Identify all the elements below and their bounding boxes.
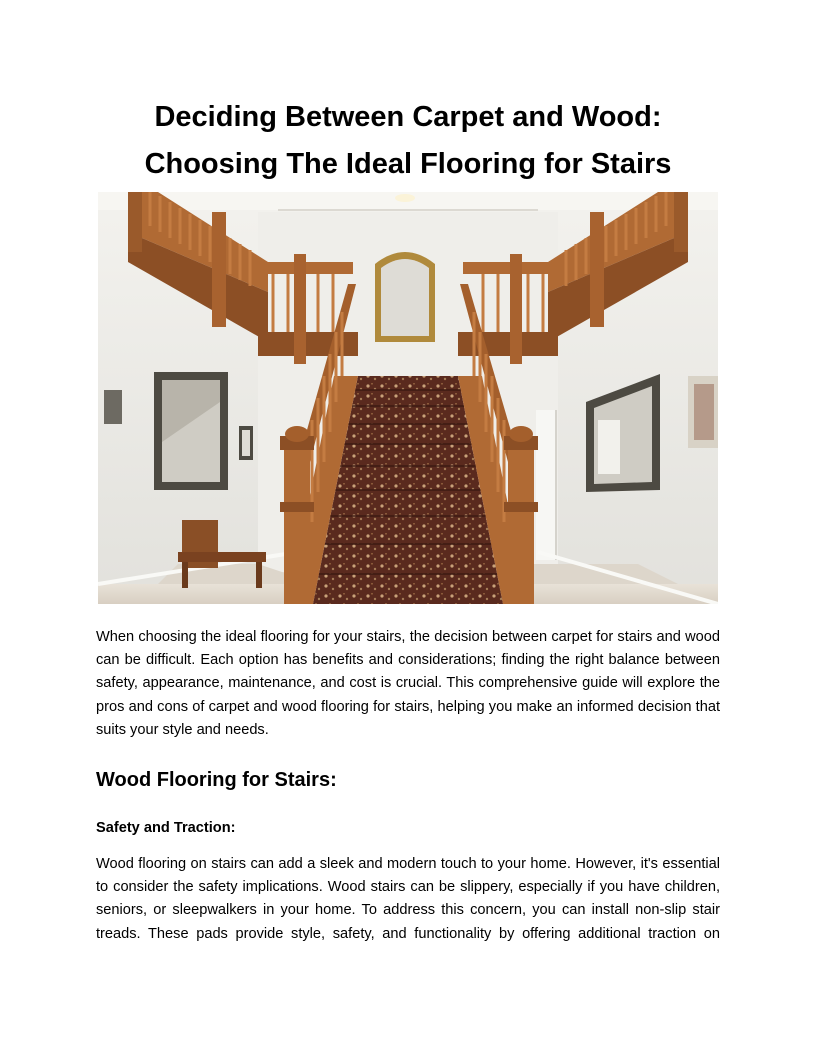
arched-mirror [375,252,435,342]
subsection-heading: Safety and Traction: [96,820,236,836]
left-wall-mirror [154,372,228,490]
intro-paragraph: When choosing the ideal flooring for your stairs, the decision between carpet for stairs and wood can be difficult. Each option has benefits and considerations; finding the right balance between safety, appearance, maintenance, and cost is crucial. This comprehensive guide will explore the pros and cons of carpet and wood flooring for stairs, helping you make an informed decision that suits your style and needs. [96,629,720,738]
section-paragraph: Wood flooring on stairs can add a sleek and modern touch to your home. However, it's essential to consider the safety implications. Wood stairs can be slippery, especially if you have children, seniors, or sleepwalkers in your home. To address this concern, you can install non-slip stair treads. These pads provide style, safety, and functionality by offering additional traction on [96,856,720,942]
page-title [96,94,720,188]
title-line-2: Choosing The Ideal Flooring for Stairs [144,148,672,180]
small-frame [104,390,122,424]
section-heading: Wood Flooring for Stairs: [96,769,337,791]
title-line-1: Deciding Between Carpet and Wood: [154,101,662,133]
ceiling-light [395,194,415,202]
staircase-photo [98,192,718,604]
doorway [536,410,556,560]
